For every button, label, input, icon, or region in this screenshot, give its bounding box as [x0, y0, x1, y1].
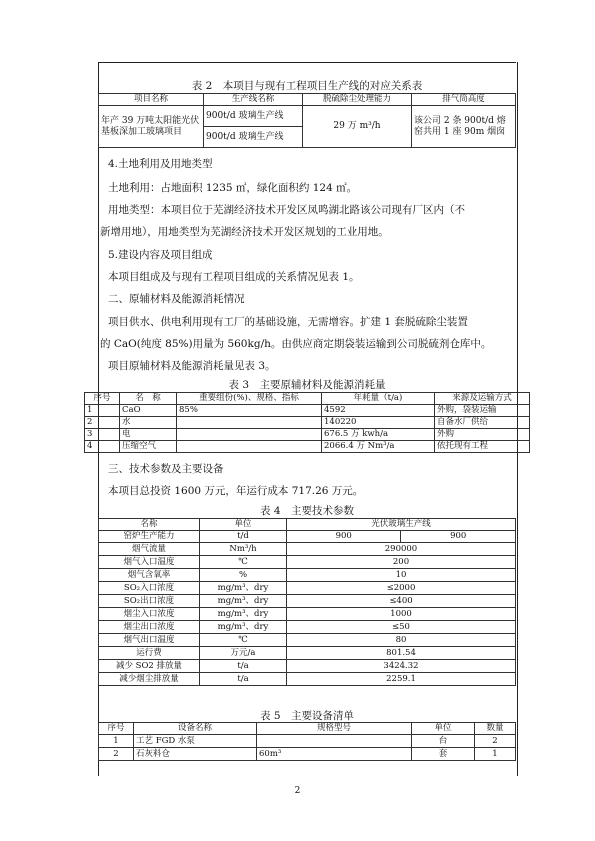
table4-cell: ℃: [200, 634, 287, 647]
section5-title: 5.建设内容及项目组成: [108, 249, 213, 261]
table4-row: [99, 582, 516, 595]
table4-row: [99, 647, 516, 660]
table4-cell: 万元/a: [200, 647, 287, 660]
table2-capacity: 29 万 m³/h: [303, 106, 412, 148]
table4-cell: 10: [287, 569, 516, 582]
table4-cell: t/d: [200, 531, 287, 543]
table4-cell: mg/m³、dry: [200, 608, 287, 621]
table4-row: [99, 621, 516, 634]
table5-header: 单位: [412, 723, 475, 735]
sectionII-p1a: 项目供水、供电利用现有工厂的基础设施，无需增容。扩建 1 套脱硫除尘装置: [108, 316, 468, 328]
table4-cell: 烟气含氧率: [99, 569, 200, 582]
table4-cell: mg/m³、dry: [200, 621, 287, 634]
table3-cell: CaO: [120, 405, 177, 417]
table3: [84, 392, 530, 453]
table4-header: 单位: [200, 519, 287, 531]
table4-row: [99, 608, 516, 621]
table3-cell: 水: [120, 417, 177, 429]
table2-header: 项目名称: [99, 94, 204, 106]
table5-header: 数量: [475, 723, 516, 735]
table5-cell: 石灰料仓: [134, 748, 257, 761]
table4-cell: t/a: [200, 673, 287, 686]
page-number: 2: [294, 786, 301, 796]
table4-row: [99, 543, 516, 556]
table3-cell: [177, 417, 322, 429]
section4-p2a: 用地类型：本项目位于芜湖经济技术开发区凤鸣湖北路该公司现有厂区内（不: [108, 204, 465, 216]
table3-cell: 676.5 万 kwh/a: [322, 429, 435, 441]
table5-cell: 1: [475, 748, 516, 761]
table2-line: 900t/d 玻璃生产线: [204, 106, 303, 127]
table4-cell: mg/m³、dry: [200, 582, 287, 595]
table2-header: 脱硫除尘处理能力: [303, 94, 412, 106]
table5-cell: 2: [475, 735, 516, 748]
table4-cell: 烟气入口温度: [99, 556, 200, 569]
sectionIII-p1: 本项目总投资 1600 万元，年运行成本 717.26 万元。: [108, 485, 364, 497]
section4-title: 4.土地利用及用地类型: [108, 158, 213, 170]
table4-cell: SO₂入口浓度: [99, 582, 200, 595]
table4-row: [99, 634, 516, 647]
table3-cell: 压缩空气: [120, 441, 177, 453]
table5-header: 规格型号: [257, 723, 412, 735]
table5-header: 序号: [99, 723, 134, 735]
table5-cell: 套: [412, 748, 475, 761]
table4-header: 光伏玻璃生产线: [287, 519, 516, 531]
table3-header: 名 称: [120, 393, 177, 405]
table4-cell: ≤2000: [287, 582, 516, 595]
table3-cell: 自备水厂供给: [435, 417, 530, 429]
section5-p1: 本项目组成及与现有工程项目组成的关系情况见表 1。: [108, 271, 360, 283]
table4-cell: 运行费: [99, 647, 200, 660]
table4-cell: SO₂出口浓度: [99, 595, 200, 608]
table5-cell: 1: [99, 735, 134, 748]
sectionIII-title: 三、技术参数及主要设备: [108, 463, 224, 475]
table5-caption: 表 5 主要设备清单: [259, 710, 355, 722]
table4-caption: 表 4 主要技术参数: [259, 505, 355, 517]
table3-header: 来源及运输方式: [435, 393, 530, 405]
table4: [98, 518, 516, 686]
table4-header: 名称: [99, 519, 200, 531]
table4-cell: 1000: [287, 608, 516, 621]
table3-header: 年耗量（t/a): [322, 393, 435, 405]
table4-cell: 80: [287, 634, 516, 647]
table4-cell: %: [200, 569, 287, 582]
table4-cell: 减少烟尘排放量: [99, 673, 200, 686]
table3-cell: [177, 441, 322, 453]
table4-row: [99, 556, 516, 569]
table4-row: [99, 660, 516, 673]
table3-cell: 1: [85, 405, 120, 417]
table4-row: [99, 673, 516, 686]
table2-header: 排气筒高度: [412, 94, 516, 106]
table4-cell: ≤50: [287, 621, 516, 634]
section4-p2b: 新增用地），用地类型为芜湖经济技术开发区规划的工业用地。: [100, 226, 389, 238]
table5-cell: 工艺 FGD 水泵: [134, 735, 257, 748]
section4-p1: 土地利用：占地面积 1235 ㎡，绿化面积约 124 ㎡。: [108, 182, 358, 194]
table2-header: 生产线名称: [204, 94, 303, 106]
table3-header: 序号: [85, 393, 120, 405]
table2: [98, 93, 516, 148]
table3-cell: 3: [85, 429, 120, 441]
table3-caption: 表 3 主要原辅材料及能源消耗量: [228, 379, 386, 391]
table4-cell: 3424.32: [287, 660, 516, 673]
table3-cell: 外购: [435, 429, 530, 441]
table3-cell: 依托现有工程: [435, 441, 530, 453]
table5: [98, 722, 516, 761]
table4-cell: 烟尘入口浓度: [99, 608, 200, 621]
table4-row: [99, 595, 516, 608]
table4-row: [99, 569, 516, 582]
table3-cell: 4592: [322, 405, 435, 417]
table4-cell: 烟气出口温度: [99, 634, 200, 647]
table3-cell: 2: [85, 417, 120, 429]
sectionII-p1b: 的 CaO(纯度 85%)用量为 560kg/h。由供应商定期袋装运输到公司脱硫剂仓库中。: [100, 338, 492, 350]
table5-header: 设备名称: [134, 723, 257, 735]
table4-cell: 900: [287, 531, 401, 543]
table3-cell: 85%: [177, 405, 322, 417]
table3-cell: [177, 429, 322, 441]
table4-cell: mg/m³、dry: [200, 595, 287, 608]
table4-cell: 290000: [287, 543, 516, 556]
table4-cell: ℃: [200, 556, 287, 569]
table3-cell: 2066.4 万 Nm³/a: [322, 441, 435, 453]
table5-cell: [257, 735, 412, 748]
sectionII-title: 二、原辅材料及能源消耗情况: [108, 293, 245, 305]
table4-cell: 减少 SO2 排放量: [99, 660, 200, 673]
table3-cell: 140220: [322, 417, 435, 429]
table5-cell: 2: [99, 748, 134, 761]
table5-cell: 台: [412, 735, 475, 748]
table5-cell: 60m³: [257, 748, 412, 761]
table3-cell: 4: [85, 441, 120, 453]
table4-cell: 200: [287, 556, 516, 569]
table4-cell: 烟气流量: [99, 543, 200, 556]
table3-header: 重要组份(%)、规格、指标: [177, 393, 322, 405]
table4-cell: 801.54: [287, 647, 516, 660]
table4-cell: 烟尘出口浓度: [99, 621, 200, 634]
table4-cell: 2259.1: [287, 673, 516, 686]
table2-stack: 该公司 2 条 900t/d 熔窑共用 1 座 90m 烟囱: [412, 106, 516, 148]
table4-cell: t/a: [200, 660, 287, 673]
table4-cell: 窑炉生产能力: [99, 531, 200, 543]
table3-cell: 外购，袋装运输: [435, 405, 530, 417]
table4-cell: 900: [401, 531, 516, 543]
table2-project: 年产 39 万吨太阳能光伏基板深加工玻璃项目: [99, 106, 204, 148]
table4-cell: ≤400: [287, 595, 516, 608]
sectionII-p2: 项目原辅材料及能源消耗量见表 3。: [108, 360, 276, 372]
table2-caption: 表 2 本项目与现有工程项目生产线的对应关系表: [191, 80, 423, 92]
table3-cell: 电: [120, 429, 177, 441]
table4-cell: Nm³/h: [200, 543, 287, 556]
table2-line: 900t/d 玻璃生产线: [204, 127, 303, 148]
